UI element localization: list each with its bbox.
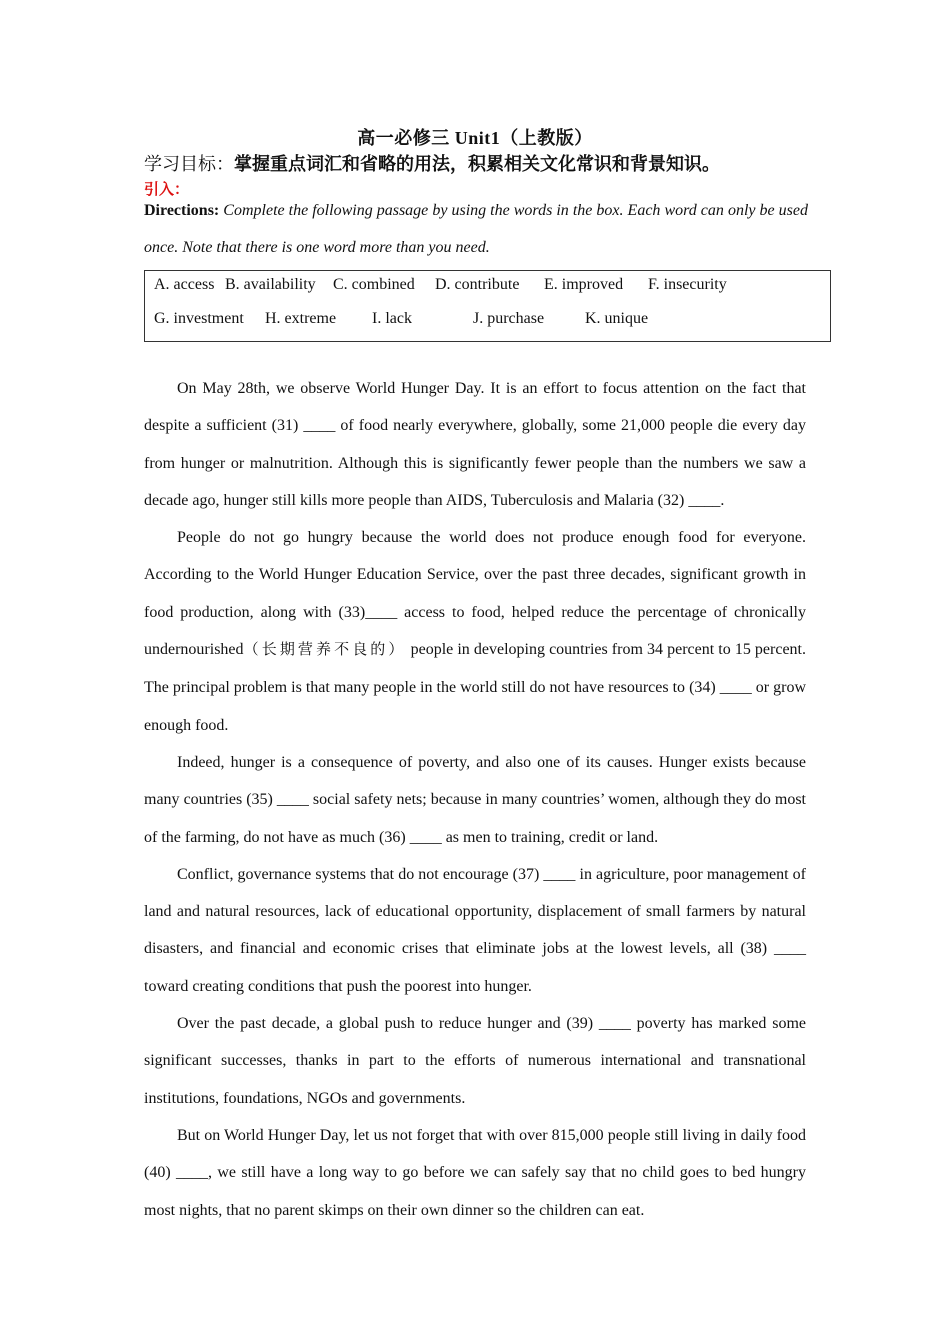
word-option-j: J. purchase — [473, 310, 545, 327]
passage-paragraph-2-part-a: People do not go hungry because the world does not produce enough food for everyone. According to the World Hunger Education Service, over the past three decades, significant growth in food production, along with (33)____ access to food, helped reduce the percentage of chronically undernourished — [144, 529, 806, 659]
passage-paragraph-4: Conflict, governance systems that do not encourage (37) ____ in agriculture, poor management of land and natural resources, lack of educational opportunity, displacement of small farmers by natural disasters, and financial and economic crises that eliminate jobs at the lowest levels, all (38) ____ toward creating conditions that push the poorest into hunger. — [144, 865, 806, 995]
passage-paragraph-3: Indeed, hunger is a consequence of poverty, and also one of its causes. Hunger exists because many countries (35) ____ social safety nets; because in many countries’ women, although they do most of the farming, do not have as much (36) ____ as men to training, credit or land. — [144, 753, 806, 846]
directions-text: Complete the following passage by using the words in the box. Each word can only be used once. Note that there is one word more than you need. — [144, 202, 808, 256]
word-option-c: C. combined — [333, 276, 415, 293]
word-option-i: I. lack — [372, 310, 412, 327]
directions — [144, 192, 808, 266]
word-option-g: G. investment — [154, 310, 244, 327]
learning-goals — [144, 150, 720, 176]
word-option-b: B. availability — [225, 276, 316, 293]
page-title: 高一必修三 Unit1（上教版） — [357, 128, 593, 148]
passage — [144, 370, 806, 1229]
intro-label: 引入： — [144, 182, 190, 198]
passage-paragraph-6: But on World Hunger Day, let us not forget that with over 815,000 people still living in daily food (40) ____, we still have a long way to go before we can safely say that no child goes to bed hungry most nights, that no parent skimps on their own dinner so the children can eat. — [144, 1126, 806, 1219]
word-option-a: A. access — [154, 276, 215, 293]
word-option-h: H. extreme — [265, 310, 337, 327]
word-option-e: E. improved — [544, 276, 624, 293]
word-option-k: K. unique — [585, 310, 649, 327]
directions-label: Directions: — [144, 202, 220, 219]
learning-goals-label: 学习目标： — [144, 154, 234, 174]
learning-goals-text: 掌握重点词汇和省略的用法，积累相关文化常识和背景知识。 — [234, 154, 720, 174]
word-box — [144, 270, 831, 342]
word-option-f: F. insecurity — [648, 276, 727, 293]
chinese-gloss: （长期营养不良的） — [243, 642, 407, 659]
word-option-d: D. contribute — [435, 276, 520, 293]
passage-paragraph-2-part-b: people in developing countries from 34 percent to 15 percent. The principal problem is that many people in the world still do not have resources to (34) ____ or grow enough food. — [144, 641, 806, 734]
passage-paragraph-2 — [144, 519, 806, 744]
passage-paragraph-1: On May 28th, we observe World Hunger Day. It is an effort to focus attention on the fact that despite a sufficient (31) ____ of food nearly everywhere, globally, some 21,000 people die every day from hunger or malnutrition. Although this is significantly fewer people than the numbers we saw a decade ago, hunger still kills more people than AIDS, Tuberculosis and Malaria (32) ____. — [144, 380, 806, 509]
passage-paragraph-5: Over the past decade, a global push to reduce hunger and (39) ____ poverty has marked some significant successes, thanks in part to the efforts of numerous international and transnational institutions, foundations, NGOs and governments. — [144, 1015, 806, 1107]
